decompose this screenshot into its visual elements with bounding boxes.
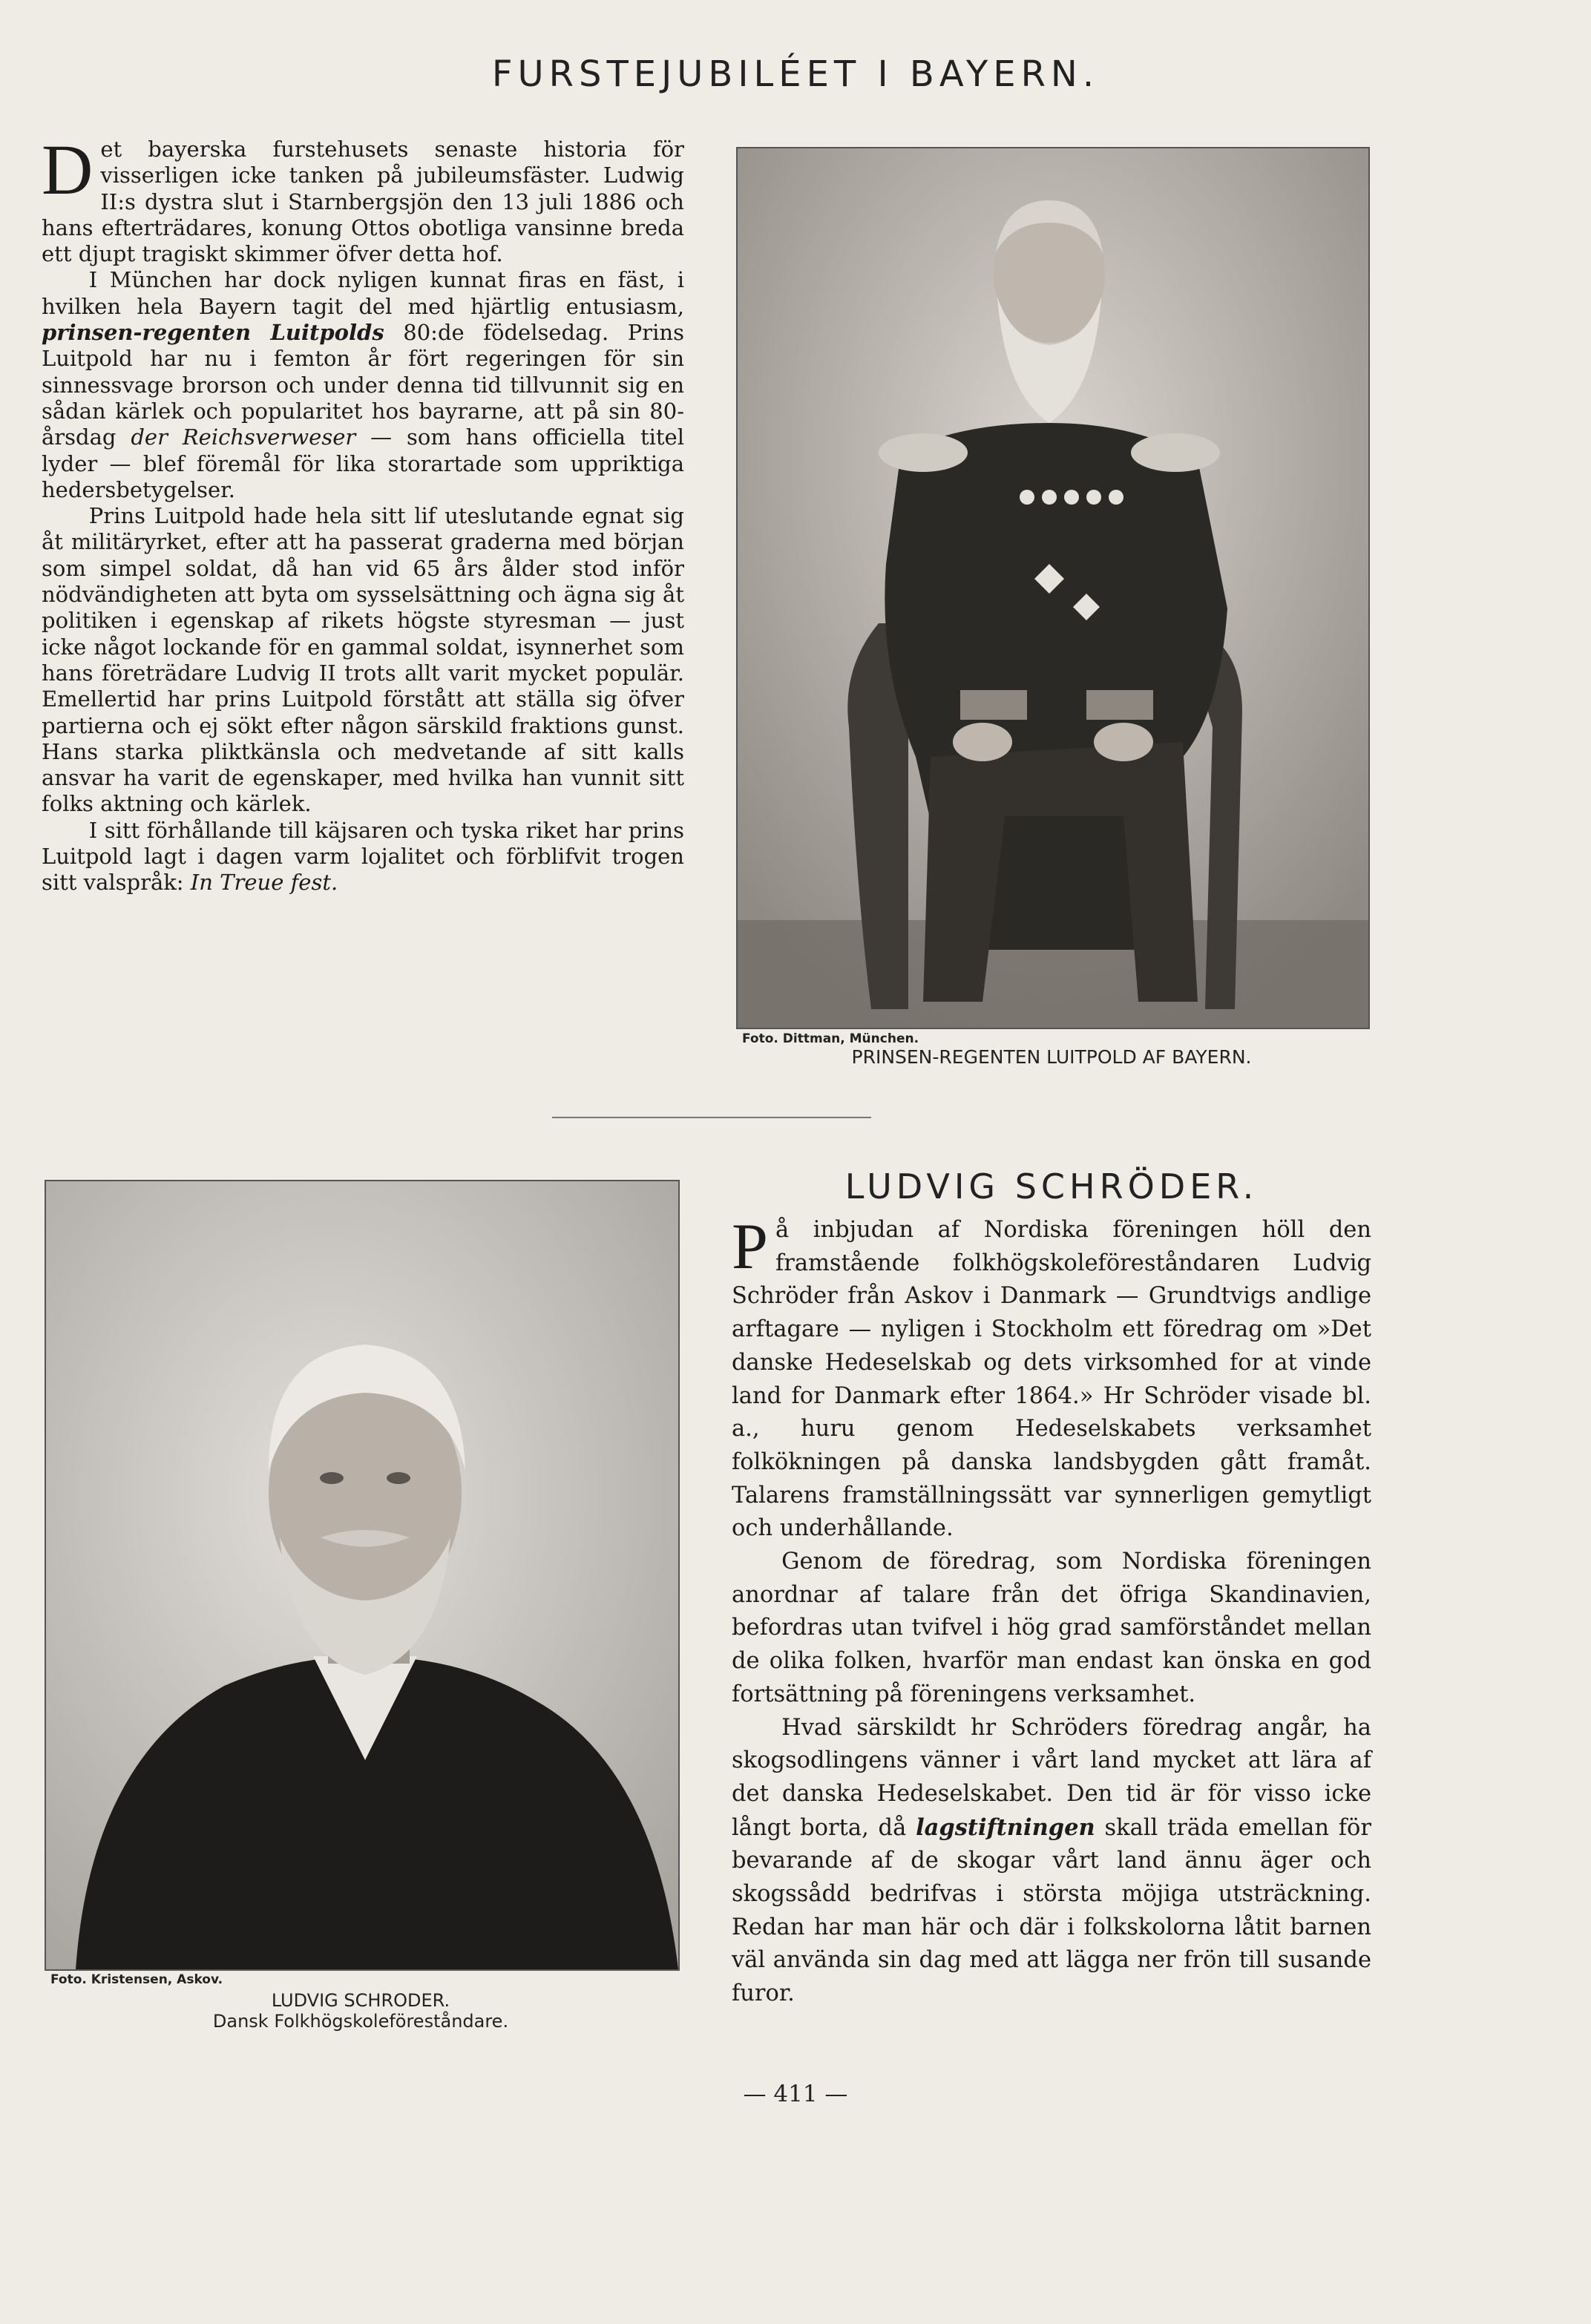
schroder-portrait-photo bbox=[45, 1180, 680, 1971]
article-schroder-text bbox=[732, 1211, 1371, 2011]
schroder-portrait-illustration bbox=[46, 1181, 678, 1969]
photo-caption-line: Dansk Folkhögskoleföreståndare. bbox=[212, 2011, 509, 2032]
photo-credit-luitpold: Foto. Dittman, München. bbox=[742, 1031, 919, 1046]
page-number: — 411 — bbox=[743, 2081, 848, 2107]
paragraph bbox=[42, 267, 684, 503]
section-divider bbox=[552, 1117, 871, 1118]
paragraph-text: I sitt förhållande till käjsaren och tyska riket har prins Luitpold lagt i dagen varm lojalitet och förblifvit trogen sitt valspråk: bbox=[42, 817, 684, 896]
page-title: FURSTEJUBILÉET I BAYERN. bbox=[491, 53, 1100, 95]
italic-text: In Treue fest. bbox=[190, 870, 338, 896]
paragraph: Prins Luitpold hade hela sitt lif uteslutande egnat sig åt militäryrket, efter att ha passerat graderna med början som simpel soldat, då han vid 65 års ålder stod inför nödvändigheten att byta om sysselsättning och ägna sig åt politiken i egenskap af rikets högste styresman — just icke något lockande för en gammal soldat, isynnerhet som hans företrädare Ludvig II trots allt varit mycket populär. Emellertid har prins Luitpold förstått att ställa sig öfver partierna och ej sökt efter någon särskild fraktions gunst. Hans starka pliktkänsla och medvetande af sitt kalls ansvar ha varit de egenskaper, med hvilka han vunnit sitt folks aktning och kärlek. bbox=[42, 503, 684, 817]
paragraph-text: Hvad särskildt hr Schröders föredrag angår, ha skogsodlingens vänner i vårt land mycket att lära af det danska Hedeselskabet. Den tid är för visso icke långt borta, då bbox=[732, 1714, 1371, 1841]
emphasis-text: lagstiftningen bbox=[916, 1813, 1095, 1841]
photo-credit-schroder: Foto. Kristensen, Askov. bbox=[50, 1972, 223, 1987]
paragraph bbox=[42, 818, 684, 896]
section-title-schroder: LUDVIG SCHRÖDER. bbox=[844, 1166, 1259, 1207]
emphasis-text: prinsen-regenten Luitpolds bbox=[42, 320, 384, 346]
paragraph bbox=[732, 1211, 1371, 1546]
paragraph-text: skall träda emellan för bevarande af de skogar vårt land ännu äger och skogssådd bedrifvas i största möjiga utsträckning. Redan har man här och där i folkskolorna låtit barnen väl använda sin dag med att lägga ner frön till susande furor. bbox=[732, 1814, 1371, 2007]
photo-caption-luitpold: PRINSEN-REGENTEN LUITPOLD AF BAYERN. bbox=[851, 1046, 1252, 1068]
drop-cap: D bbox=[42, 130, 94, 209]
article-luitpold-text bbox=[42, 130, 684, 896]
paragraph bbox=[42, 130, 684, 267]
paragraph-text: — som hans officiella titel lyder — blef föremål för lika storartade som uppriktiga hedersbetygelser. bbox=[42, 424, 684, 502]
paragraph-text: å inbjudan af Nordiska föreningen höll den framstående folkhögskoleföreståndaren Ludvig Schröder från Askov i Danmark — Grundtvigs andlige arftagare — nyligen i Stockholm ett föredrag om »Det danske Hedeselskab og dets virksomhed for at vinde land for Danmark efter 1864.» Hr Schröder visade bl. a., huru genom Hedeselskabets verksamhet folkökningen på danska landsbygden gått framåt. Talarens framställningssätt var synnerligen gemytligt och underhållande. bbox=[732, 1217, 1371, 1542]
paragraph-text: et bayerska furstehusets senaste historia för visserligen icke tanken på jubileumsfäster. Ludwig II:s dystra slut i Starnbergsjön den 13 juli 1886 och hans efterträdares, konung Ottos obotliga vansinne breda ett djupt tragiskt skimmer öfver detta hof. bbox=[42, 137, 684, 267]
luitpold-portrait-illustration bbox=[738, 148, 1368, 1028]
photo-caption-line: LUDVIG SCHRODER. bbox=[271, 1990, 450, 2011]
luitpold-portrait-photo bbox=[736, 147, 1370, 1029]
paragraph: Genom de föredrag, som Nordiska föreningen anordnar af talare från det öfriga Skandinavien, befordras utan tvifvel i hög grad samförståndet mellan de olika folken, hvarför man endast kan önska en god fortsättning på föreningens verksamhet. bbox=[732, 1549, 1371, 1707]
paragraph bbox=[732, 1712, 1371, 2011]
paragraph-text: 80:de födelsedag. Prins Luitpold har nu i femton år fört regeringen för sin sinnessvage brorson och under denna tid tillvunnit sig en sådan kärlek och popularitet hos bayrarne, att på sin 80-årsdag bbox=[42, 320, 684, 450]
paragraph-text: I München har dock nyligen kunnat firas en fäst, i hvilken hela Bayern tagit del med hjärtlig entusiasm, bbox=[42, 267, 684, 319]
photo-caption-schroder bbox=[45, 1990, 677, 2032]
italic-text: der Reichsverweser bbox=[131, 424, 356, 450]
drop-cap: P bbox=[732, 1211, 768, 1283]
